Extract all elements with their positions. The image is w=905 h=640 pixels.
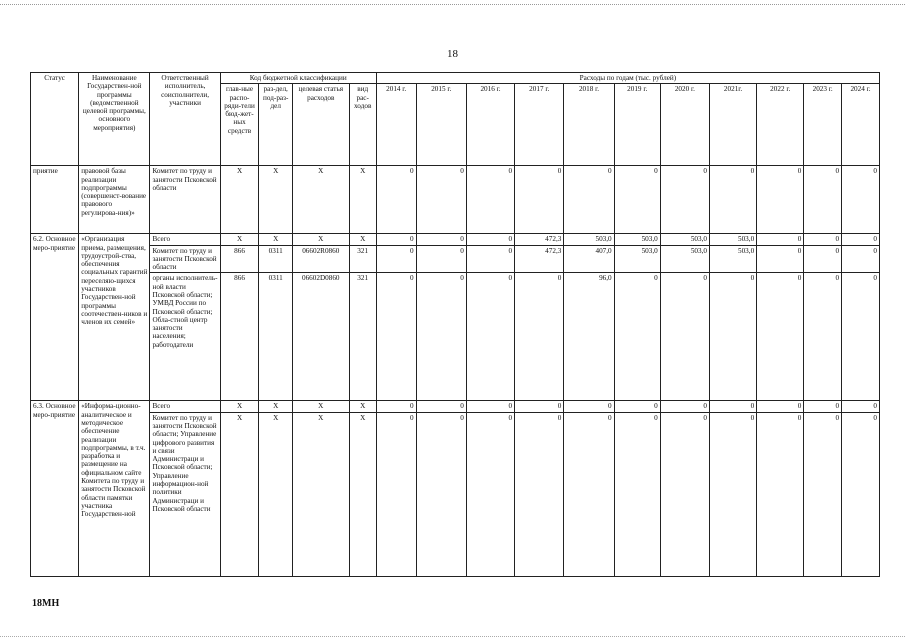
scan-top-edge <box>0 0 905 5</box>
cell-value: 0 <box>466 166 514 234</box>
cell-cs: Х <box>292 412 349 576</box>
cell-value: 0 <box>757 273 804 401</box>
header-year: 2022 г. <box>757 84 804 166</box>
cell-value: 0 <box>804 234 842 245</box>
cell-value: 0 <box>564 412 614 576</box>
row-status: приятие <box>31 166 79 234</box>
table-row <box>31 166 880 234</box>
header-year: 2015 г. <box>416 84 466 166</box>
cell-value: 0 <box>376 234 416 245</box>
cell-rz: Х <box>259 234 293 245</box>
cell-value: 503,0 <box>614 234 660 245</box>
header-year: 2020 г. <box>660 84 709 166</box>
scan-bottom-edge <box>0 636 905 640</box>
cell-value: 0 <box>564 401 614 412</box>
cell-value: 0 <box>804 245 842 273</box>
expenses-table <box>30 72 880 577</box>
cell-value: 0 <box>376 412 416 576</box>
cell-value: 0 <box>842 273 880 401</box>
table-row <box>31 245 880 273</box>
row-responsible: Всего <box>150 234 220 245</box>
cell-value: 0 <box>804 412 842 576</box>
document-code: 18МН <box>32 598 60 609</box>
cell-value: 472,3 <box>515 245 564 273</box>
cell-value: 0 <box>614 273 660 401</box>
cell-value: 0 <box>515 412 564 576</box>
cell-rz: Х <box>259 166 293 234</box>
cell-value: 0 <box>757 234 804 245</box>
cell-value: 0 <box>416 401 466 412</box>
cell-cs: Х <box>292 401 349 412</box>
cell-value: 503,0 <box>710 245 757 273</box>
cell-value: 503,0 <box>564 234 614 245</box>
header-year: 2014 г. <box>376 84 416 166</box>
cell-value: 0 <box>614 166 660 234</box>
header-responsible: Ответственный исполнитель, соисполнители, участники <box>150 73 220 166</box>
cell-value: 0 <box>804 401 842 412</box>
cell-value: 0 <box>710 401 757 412</box>
page-number: 18 <box>447 48 458 60</box>
header-cs: целевая статья расходов <box>292 84 349 166</box>
cell-value: 0 <box>466 234 514 245</box>
cell-value: 407,0 <box>564 245 614 273</box>
cell-value: 0 <box>416 273 466 401</box>
cell-value: 0 <box>804 273 842 401</box>
header-gr: глав-ные распо-ряди-тели бюд-жет-ных средств <box>220 84 259 166</box>
row-name: «Информа-ционно-аналитическое и методическое обеспечение реализации подпрограммы, в т.ч. разработка и размещение на официальном сайте Комитета по труду и занятости Псковской области памятки участника Государствен-ной <box>79 401 150 576</box>
row-name: «Организация приема, размещения, трудоустрой-ства, обеспечения социальных гарантий переселяю-щихся участников Государствен-ной программы соотечествен-ников и членов их семей» <box>79 234 150 401</box>
cell-value: 0 <box>416 234 466 245</box>
cell-cs: Х <box>292 166 349 234</box>
cell-gr: Х <box>220 401 259 412</box>
header-status: Статус <box>31 73 79 166</box>
cell-vr: Х <box>349 166 376 234</box>
cell-value: 0 <box>564 166 614 234</box>
cell-gr: Х <box>220 166 259 234</box>
cell-gr: Х <box>220 234 259 245</box>
header-expenses: Расходы по годам (тыс. рублей) <box>376 73 879 84</box>
cell-value: 0 <box>804 166 842 234</box>
table-row <box>31 412 880 576</box>
row-responsible: Комитет по труду и занятости Псковской области <box>150 245 220 273</box>
cell-value: 0 <box>757 401 804 412</box>
row-responsible: Комитет по труду и занятости Псковской области <box>150 166 220 234</box>
cell-vr: Х <box>349 234 376 245</box>
cell-value: 0 <box>660 401 709 412</box>
cell-value: 0 <box>710 166 757 234</box>
cell-value: 0 <box>842 166 880 234</box>
cell-value: 0 <box>515 401 564 412</box>
table-row <box>31 273 880 401</box>
cell-value: 0 <box>842 412 880 576</box>
cell-value: 0 <box>466 245 514 273</box>
header-rz: раз-дел, под-раз-дел <box>259 84 293 166</box>
cell-value: 0 <box>416 166 466 234</box>
cell-rz: 0311 <box>259 245 293 273</box>
header-year: 2023 г. <box>804 84 842 166</box>
cell-cs: 06602R0860 <box>292 245 349 273</box>
row-responsible: органы исполнитель-ной власти Псковской области; УМВД России по Псковской области; Обла-стной центр занятости населения; работодатели <box>150 273 220 401</box>
cell-value: 0 <box>710 412 757 576</box>
cell-cs: Х <box>292 234 349 245</box>
header-year: 2017 г. <box>515 84 564 166</box>
cell-value: 0 <box>660 273 709 401</box>
cell-value: 0 <box>416 412 466 576</box>
cell-rz: Х <box>259 412 293 576</box>
cell-value: 0 <box>757 245 804 273</box>
cell-value: 503,0 <box>660 234 709 245</box>
cell-value: 0 <box>376 401 416 412</box>
header-vr: вид рас-ходов <box>349 84 376 166</box>
row-status: 6.3. Основное меро-приятие <box>31 401 79 576</box>
cell-value: 96,0 <box>564 273 614 401</box>
header-year: 2018 г. <box>564 84 614 166</box>
cell-value: 0 <box>466 273 514 401</box>
cell-value: 0 <box>757 412 804 576</box>
row-name: правовой базы реализации подпрограммы (совершенст-вование правового регулирова-ния)» <box>79 166 150 234</box>
row-responsible: Комитет по труду и занятости Псковской области; Управление цифрового развития и связи Администраци и Псковской области; Управление информацион-ной политики Администраци и Псковской области <box>150 412 220 576</box>
cell-value: 0 <box>842 245 880 273</box>
cell-value: 0 <box>614 401 660 412</box>
cell-cs: 06602D0860 <box>292 273 349 401</box>
cell-value: 0 <box>660 166 709 234</box>
cell-value: 0 <box>710 273 757 401</box>
cell-value: 503,0 <box>710 234 757 245</box>
header-budget-code: Код бюджетной классификации <box>220 73 376 84</box>
cell-value: 0 <box>376 245 416 273</box>
table-row <box>31 401 880 412</box>
cell-value: 0 <box>660 412 709 576</box>
row-responsible: Всего <box>150 401 220 412</box>
cell-value: 0 <box>466 401 514 412</box>
cell-gr: 866 <box>220 245 259 273</box>
cell-value: 0 <box>757 166 804 234</box>
cell-value: 0 <box>376 166 416 234</box>
cell-vr: 321 <box>349 245 376 273</box>
row-status: 6.2. Основное меро-приятие <box>31 234 79 401</box>
cell-value: 503,0 <box>614 245 660 273</box>
table-row <box>31 234 880 245</box>
cell-value: 0 <box>842 401 880 412</box>
cell-value: 0 <box>614 412 660 576</box>
cell-vr: Х <box>349 401 376 412</box>
cell-value: 0 <box>416 245 466 273</box>
header-year: 2016 г. <box>466 84 514 166</box>
header-year: 2021г. <box>710 84 757 166</box>
cell-value: 0 <box>515 273 564 401</box>
cell-value: 0 <box>515 166 564 234</box>
cell-vr: 321 <box>349 273 376 401</box>
cell-rz: 0311 <box>259 273 293 401</box>
cell-rz: Х <box>259 401 293 412</box>
cell-value: 472,3 <box>515 234 564 245</box>
cell-vr: Х <box>349 412 376 576</box>
header-year: 2024 г. <box>842 84 880 166</box>
cell-value: 0 <box>376 273 416 401</box>
cell-gr: Х <box>220 412 259 576</box>
cell-gr: 866 <box>220 273 259 401</box>
cell-value: 503,0 <box>660 245 709 273</box>
cell-value: 0 <box>466 412 514 576</box>
header-name: Наименование Государствен-ной программы (ведомственной целевой программы, основного мероприятия) <box>79 73 150 166</box>
cell-value: 0 <box>842 234 880 245</box>
header-year: 2019 г. <box>614 84 660 166</box>
